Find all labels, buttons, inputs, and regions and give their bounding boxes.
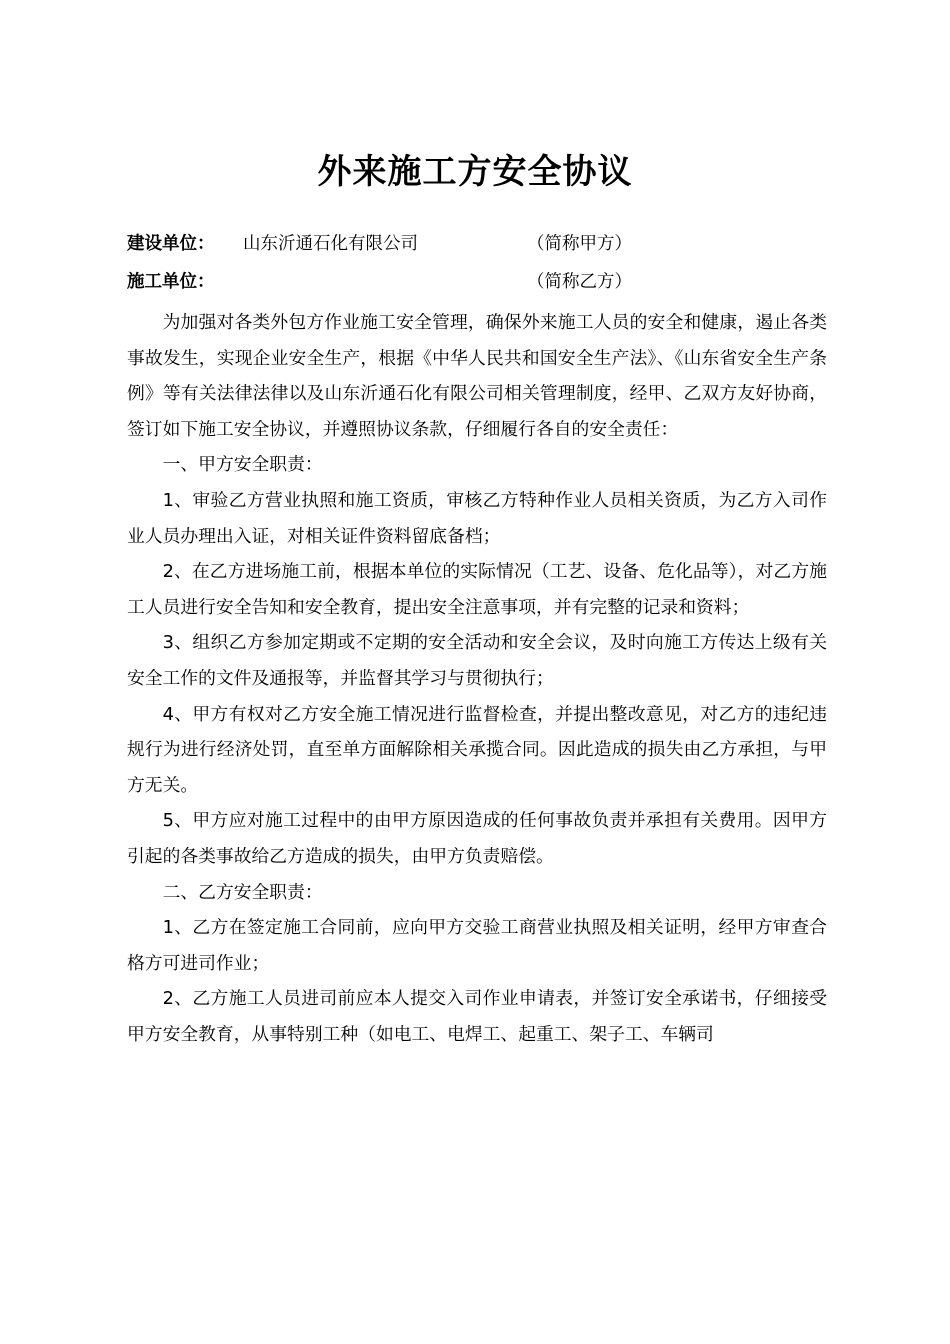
party-row-construction-unit bbox=[127, 228, 827, 260]
paragraph-party-a-item-2: 2、在乙方进场施工前，根据本单位的实际情况（工艺、设备、危化品等），对乙方施工人员进行安全告知和安全教育，提出安全注意事项，并有完整的记录和资料； bbox=[127, 561, 827, 618]
paragraph-party-a-item-1: 1、审验乙方营业执照和施工资质，审核乙方特种作业人员相关资质，为乙方入司作业人员办理出入证，对相关证件资料留底备档； bbox=[127, 489, 827, 547]
section-heading-party-a: 一、甲方安全职责： bbox=[162, 454, 323, 476]
party-label: 建设单位： bbox=[127, 234, 215, 254]
paragraph-party-a-item-3: 3、组织乙方参加定期或不定期的安全活动和安全会议，及时向施工方传达上级有关安全工作的文件及通报等，并监督其学习与贯彻执行； bbox=[127, 632, 827, 689]
paragraph-party-b-item-2: 2、乙方施工人员进司前应本人提交入司作业申请表，并签订安全承诺书，仔细接受甲方安全教育，从事特别工种（如电工、电焊工、起重工、架子工、车辆司 bbox=[127, 988, 827, 1045]
party-value: 山东沂通石化有限公司 bbox=[243, 234, 418, 254]
party-abbreviation: （简称乙方） bbox=[527, 272, 632, 292]
agreement-body bbox=[127, 305, 827, 1052]
party-row-contractor-unit bbox=[127, 266, 827, 298]
paragraph-preamble: 为加强对各类外包方作业施工安全管理，确保外来施工人员的安全和健康，遏止各类事故发生，实现企业安全生产，根据《中华人民共和国安全生产法》、《山东省安全生产条例》等有关法律法律以及山东沂通石化有限公司相关管理制度，经甲、乙双方友好协商，签订如下施工安全协议，并遵照协议条款，仔细履行各自的安全责任： bbox=[127, 312, 827, 440]
paragraph-party-a-item-4: 4、甲方有权对乙方安全施工情况进行监督检查，并提出整改意见，对乙方的违纪违规行为进行经济处罚，直至单方面解除相关承揽合同。因此造成的损失由乙方承担，与甲方无关。 bbox=[127, 703, 827, 796]
party-label: 施工单位： bbox=[127, 272, 215, 292]
paragraph-party-b-item-1: 1、乙方在签定施工合同前，应向甲方交验工商营业执照及相关证明，经甲方审查合格方可进司作业； bbox=[127, 917, 827, 974]
party-abbreviation: （简称甲方） bbox=[527, 234, 632, 254]
section-heading-party-b: 二、乙方安全职责： bbox=[162, 881, 323, 903]
document-title: 外来施工方安全协议 bbox=[317, 152, 633, 192]
paragraph-party-a-item-5: 5、甲方应对施工过程中的由甲方原因造成的任何事故负责并承担有关费用。因甲方引起的各类事故给乙方造成的损失，由甲方负责赔偿。 bbox=[127, 810, 827, 867]
